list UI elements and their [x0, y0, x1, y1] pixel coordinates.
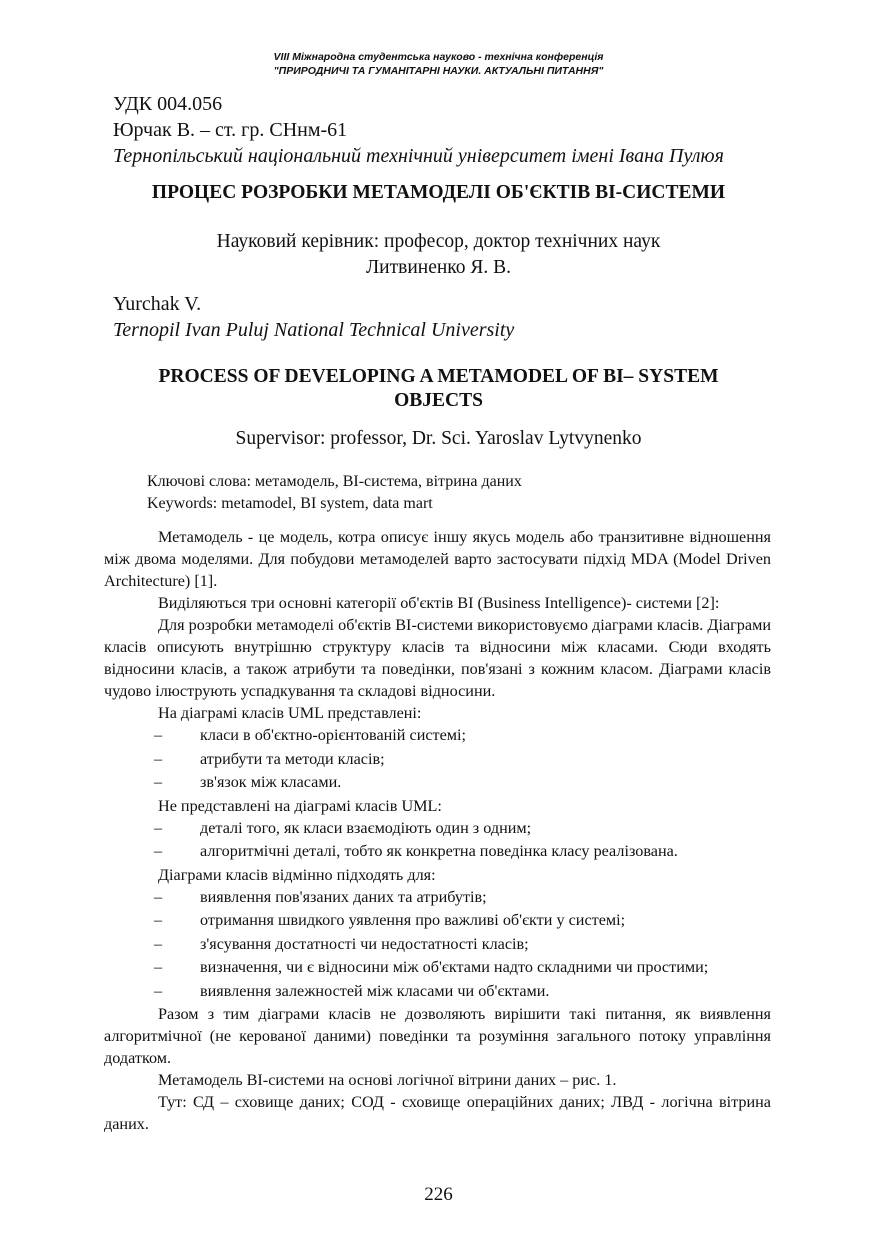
- list-dash: –: [154, 934, 163, 953]
- conference-header-line2: "ПРИРОДНИЧІ ТА ГУМАНІТАРНІ НАУКИ. АКТУАЛЬНІ ПИТАННЯ": [273, 65, 604, 77]
- ua-author: Юрчак В. – ст. гр. СНнм-61: [113, 119, 348, 141]
- ua-title: ПРОЦЕС РОЗРОБКИ МЕТАМОДЕЛІ ОБ'ЄКТІВ ВІ-СИСТЕМИ: [151, 182, 726, 203]
- paragraph-2: Виділяються три основні категорії об'єктів ВІ (Business Intelligence)- системи [2]:: [158, 594, 720, 612]
- list-item-text: визначення, чи є відносини між об'єктами надто складними чи простими;: [200, 958, 709, 976]
- ua-author-block: [113, 91, 724, 169]
- list-item-text: деталі того, як класи взаємодіють один з одним;: [200, 818, 532, 837]
- paragraph-4: На діаграмі класів UML представлені:: [158, 704, 422, 722]
- paragraph-6: Діаграми класів відмінно підходять для:: [158, 865, 436, 884]
- conference-header-line1: VIII Міжнародна студентська науково - технічна конференція: [273, 51, 604, 63]
- list-item-text: з'ясування достатності чи недостатності класів;: [200, 934, 529, 953]
- list-item-text: атрибути та методи класів;: [200, 749, 385, 768]
- list-item: [104, 886, 771, 910]
- list-dash: –: [154, 911, 163, 929]
- list-item: [104, 817, 771, 841]
- list-item: [104, 724, 771, 748]
- list-item-text: алгоритмічні деталі, тобто як конкретна поведінка класу реалізована.: [200, 842, 678, 860]
- paragraph-7: Разом з тим діаграми класів не дозволяють вирішити такі питання, як виявлення алгоритмічної (не керованої даними) поведінки та розуміння загального потоку управління додатком.: [104, 1005, 771, 1067]
- ua-supervisor-line1: Науковий керівник: професор, доктор технічних наук: [216, 231, 661, 252]
- list-item-text: виявлення пов'язаних даних та атрибутів;: [200, 887, 487, 906]
- keywords-en: Keywords: metamodel, BI system, data mart: [147, 495, 433, 512]
- paragraph-9: Тут: СД – сховище даних; СОД - сховище операційних даних; ЛВД - логічна вітрина даних.: [104, 1093, 771, 1133]
- udk-code: УДК 004.056: [113, 93, 223, 115]
- list-item: [104, 956, 771, 980]
- en-university: Ternopil Ivan Puluj National Technical University: [113, 319, 515, 341]
- list-dash: –: [154, 981, 163, 1000]
- paragraph-1: Метамодель - це модель, котра описує іншу якусь модель або транзитивне відношення між двома моделями. Для побудови метамоделей варто застосувати підхід MDA (Model Driven Architecture) [1].: [104, 528, 771, 590]
- list-item-text: зв'язок між класами.: [200, 773, 342, 791]
- list-item: [104, 748, 771, 772]
- list-item-text: класи в об'єктно-орієнтованій системі;: [200, 726, 467, 744]
- ua-supervisor: [0, 229, 877, 281]
- conference-header: [0, 50, 877, 78]
- en-title-line2: OBJECTS: [394, 390, 483, 411]
- en-author: Yurchak V.: [113, 293, 202, 315]
- keywords-ua: Ключові слова: метамодель, ВІ-система, вітрина даних: [147, 473, 522, 490]
- paragraph-8: Метамодель ВІ-системи на основі логічної вітрини даних – рис. 1.: [158, 1071, 617, 1089]
- body-text: [104, 526, 771, 1135]
- list-dash: –: [154, 726, 163, 744]
- ua-university: Тернопільський національний технічний університет імені Івана Пулюя: [113, 145, 724, 167]
- list-dash: –: [154, 818, 163, 837]
- list-item: [104, 909, 771, 933]
- keywords-block: [147, 471, 522, 515]
- ua-supervisor-line2: Литвиненко Я. В.: [365, 257, 512, 278]
- paragraph-5: Не представлені на діаграмі класів UML:: [158, 796, 442, 815]
- paragraph-3: Для розробки метамоделі об'єктів ВІ-системи використовуємо діаграми класів. Діаграми класів описують внутрішню структуру класів та відносини між класами. Сюди входять відносини класів, а також атрибути та поведінки, пов'язані з кожним класом. Діаграми класів чудово ілюструють успадкування та складові відносини.: [104, 616, 771, 700]
- list-dash: –: [154, 958, 163, 976]
- list-item: [104, 980, 771, 1004]
- en-author-block: [113, 291, 514, 343]
- list-dash: –: [154, 887, 163, 906]
- list-item-text: отримання швидкого уявлення про важливі об'єкти у системі;: [200, 911, 626, 929]
- en-title: [0, 365, 877, 413]
- list-dash: –: [154, 749, 163, 768]
- en-supervisor: Supervisor: professor, Dr. Sci. Yaroslav Lytvynenko: [235, 428, 642, 449]
- list-dash: –: [154, 842, 163, 860]
- list-dash: –: [154, 773, 163, 791]
- list-item: [104, 840, 771, 864]
- list-item-text: виявлення залежностей між класами чи об'єктами.: [200, 981, 550, 1000]
- en-title-line1: PROCESS OF DEVELOPING A METAMODEL OF BI– SYSTEM: [158, 366, 719, 387]
- page-number: 226: [424, 1184, 453, 1205]
- list-item: [104, 771, 771, 795]
- list-item: [104, 933, 771, 957]
